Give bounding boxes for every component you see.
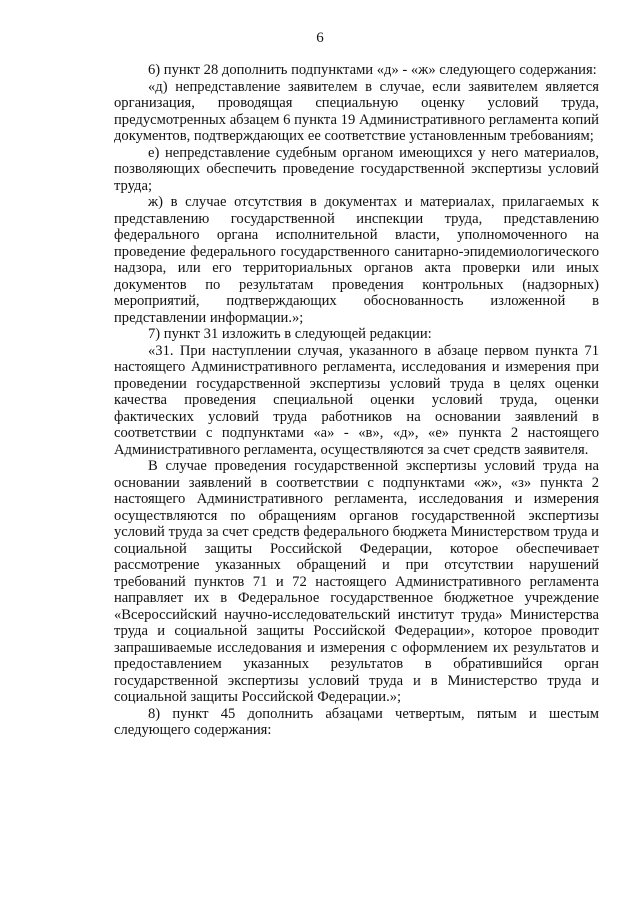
subparagraph-e: е) непредставление судебным органом имеющихся у него материалов, позволяющих обеспечить проведение государственной экспертизы условий труда; [114, 144, 599, 194]
document-body [114, 62, 599, 739]
paragraph-item-8: 8) пункт 45 дополнить абзацами четвертым, пятым и шестым следующего содержания: [114, 705, 599, 738]
clause-31-second-paragraph: В случае проведения государственной экспертизы условий труда на основании заявлений в соответствии с подпунктами «ж», «з» пункта 2 настоящего Административного регламента, исследования и измерения осуществляются по обращениям органов государственной экспертизы условий труда за счет средств федерального бюджета Министерством труда и социальной защиты Российской Федерации, которое обеспечивает рассмотрение указанных обращений и при отсутствии нарушений требований пунктов 71 и 72 настоящего Административного регламента направляет их в Федеральное государственное бюджетное учреждение «Всероссийский научно-исследовательский институт труда» Министерства труда и социальной защиты Российской Федерации», которое проводит запрашиваемые исследования и измерения с оформлением их результатов и предоставлением указанных результатов в обратившийся орган государственной экспертизы условий труда и в Министерство труда и социальной защиты Российской Федерации.»; [114, 458, 599, 705]
paragraph-item-6: 6) пункт 28 дополнить подпунктами «д» - «ж» следующего содержания: [148, 62, 597, 78]
paragraph-item-7: 7) пункт 31 изложить в следующей редакции: [148, 326, 432, 342]
page-number: 6 [316, 30, 324, 46]
subparagraph-d: «д) непредставление заявителем в случае, если заявителем является организация, проводящая специальную оценку условий труда, предусмотренных абзацем 6 пункта 19 Административного регламента копий документов, подтверждающих ее соответствие установленным требованиям; [114, 78, 599, 144]
clause-31: «31. При наступлении случая, указанного в абзаце первом пункта 71 настоящего Административного регламента, исследования и измерения при проведении государственной экспертизы условий труда в целях оценки качества проведения специальной оценки условий труда, оценки фактических условий труда работников на основании заявлений в соответствии с подпунктами «а» - «в», «д», «е» пункта 2 настоящего Административного регламента, осуществляются за счет средств заявителя. [114, 342, 599, 458]
subparagraph-zh: ж) в случае отсутствия в документах и материалах, прилагаемых к представлению государственной инспекции труда, представлению федерального органа исполнительной власти, уполномоченного на проведение федерального государственного санитарно-эпидемиологического надзора, или его территориальных органов акта проверки или иных документов по результатам проведения контрольных (надзорных) мероприятий, подтверждающих обоснованность изложенной в представлении информации.»; [114, 194, 599, 326]
